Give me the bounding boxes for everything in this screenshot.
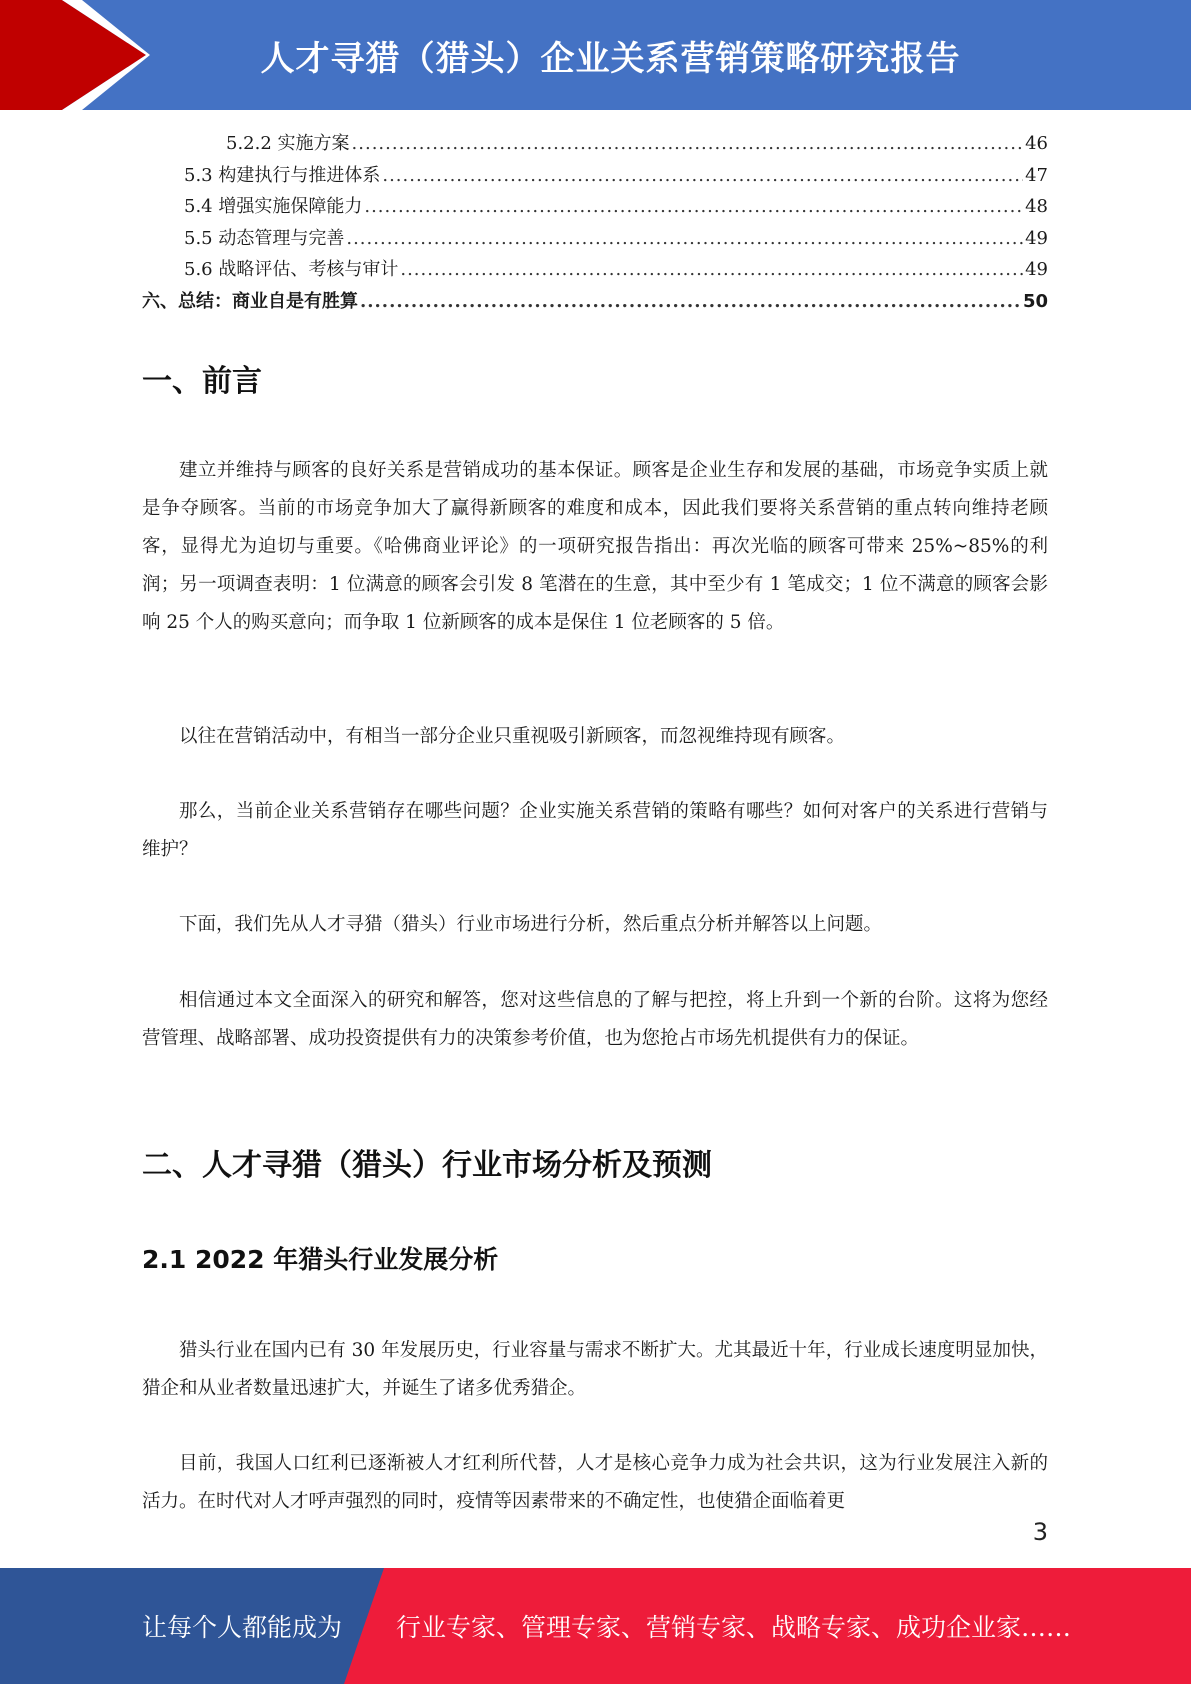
toc-entry-label: 5.2.2 实施方案 <box>226 133 350 154</box>
paragraph: 建立并维持与顾客的良好关系是营销成功的基本保证。顾客是企业生存和发展的基础，市场竞争实质上就是争夺顾客。当前的市场竞争加大了赢得新顾客的难度和成本，因此我们要将关系营销的重点转向维持老顾客，显得尤为迫切与重要。《哈佛商业评论》的一项研究报告指出：再次光临的顾客可带来 25%~85%的利润；另一项调查表明：1 位满意的顾客会引发 8 笔潜在的生意，其中至少有 1 笔成交；1 位不满意的顾客会影响 25 个人的购买意向；而争取 1 位新顾客的成本是保住 1 位老顾客的 5 倍。 <box>142 460 1048 633</box>
toc-leader-dots <box>382 160 1023 192</box>
toc-entry-label: 六、总结：商业自是有胜算 <box>142 290 358 312</box>
subsection-heading: 2.1 2022 年猎头行业发展分析 <box>142 1245 499 1274</box>
toc-entry-page: 50 <box>1022 290 1048 312</box>
toc-entry[interactable] <box>142 254 1048 286</box>
toc-entry-label: 5.6 战略评估、考核与审计 <box>184 259 399 280</box>
toc-entry-page: 49 <box>1025 227 1048 249</box>
toc-entry[interactable] <box>142 160 1048 192</box>
toc-leader-dots <box>360 286 1021 318</box>
footer-slogan-left: 让每个人都能成为 <box>142 1613 343 1642</box>
paragraph: 以往在营销活动中，有相当一部分企业只重视吸引新顾客，而忽视维持现有顾客。 <box>179 726 846 747</box>
toc-entry[interactable] <box>142 286 1048 318</box>
paragraph: 目前，我国人口红利已逐渐被人才红利所代替，人才是核心竞争力成为社会共识，这为行业发展注入新的活力。在时代对人才呼声强烈的同时，疫情等因素带来的不确定性，也使猎企面临着更 <box>142 1453 1048 1512</box>
toc-entry[interactable] <box>142 191 1048 223</box>
section-heading: 一、前言 <box>142 364 262 399</box>
toc-entry-label: 5.5 动态管理与完善 <box>184 227 345 249</box>
paragraph: 下面，我们先从人才寻猎（猎头）行业市场进行分析，然后重点分析并解答以上问题。 <box>179 914 883 935</box>
section-heading: 二、人才寻猎（猎头）行业市场分析及预测 <box>142 1148 712 1183</box>
footer-slogan-right: 行业专家、管理专家、营销专家、战略专家、成功企业家…… <box>396 1613 1072 1642</box>
paragraph: 相信通过本文全面深入的研究和解答，您对这些信息的了解与把控，将上升到一个新的台阶。这将为您经营管理、战略部署、成功投资提供有力的决策参考价值，也为您抢占市场先机提供有力的保证。 <box>142 990 1048 1049</box>
paragraph: 猎头行业在国内已有 30 年发展历史，行业容量与需求不断扩大。尤其最近十年，行业成长速度明显加快，猎企和从业者数量迅速扩大，并诞生了诸多优秀猎企。 <box>142 1340 1048 1399</box>
toc-entry-label: 5.4 增强实施保障能力 <box>184 196 363 217</box>
page-footer <box>0 1568 1191 1684</box>
toc-entry-page: 48 <box>1025 196 1048 217</box>
toc-leader-dots <box>364 191 1023 223</box>
toc-leader-dots <box>346 223 1023 255</box>
paragraph: 那么，当前企业关系营销存在哪些问题？企业实施关系营销的策略有哪些？如何对客户的关系进行营销与维护？ <box>142 801 1048 860</box>
toc-leader-dots <box>352 128 1024 160</box>
toc-entry-page: 46 <box>1025 133 1048 154</box>
page-header <box>0 0 1191 110</box>
toc-entry-page: 47 <box>1025 164 1048 186</box>
page-number: 3 <box>1032 1518 1048 1546</box>
toc-entry-label: 5.3 构建执行与推进体系 <box>184 164 381 186</box>
toc-leader-dots <box>400 254 1023 286</box>
report-title: 人才寻猎（猎头）企业关系营销策略研究报告 <box>260 38 961 79</box>
toc-entry[interactable] <box>142 223 1048 255</box>
toc-entry-page: 49 <box>1025 259 1048 280</box>
toc-entry[interactable] <box>142 128 1048 160</box>
table-of-contents <box>142 128 1048 317</box>
